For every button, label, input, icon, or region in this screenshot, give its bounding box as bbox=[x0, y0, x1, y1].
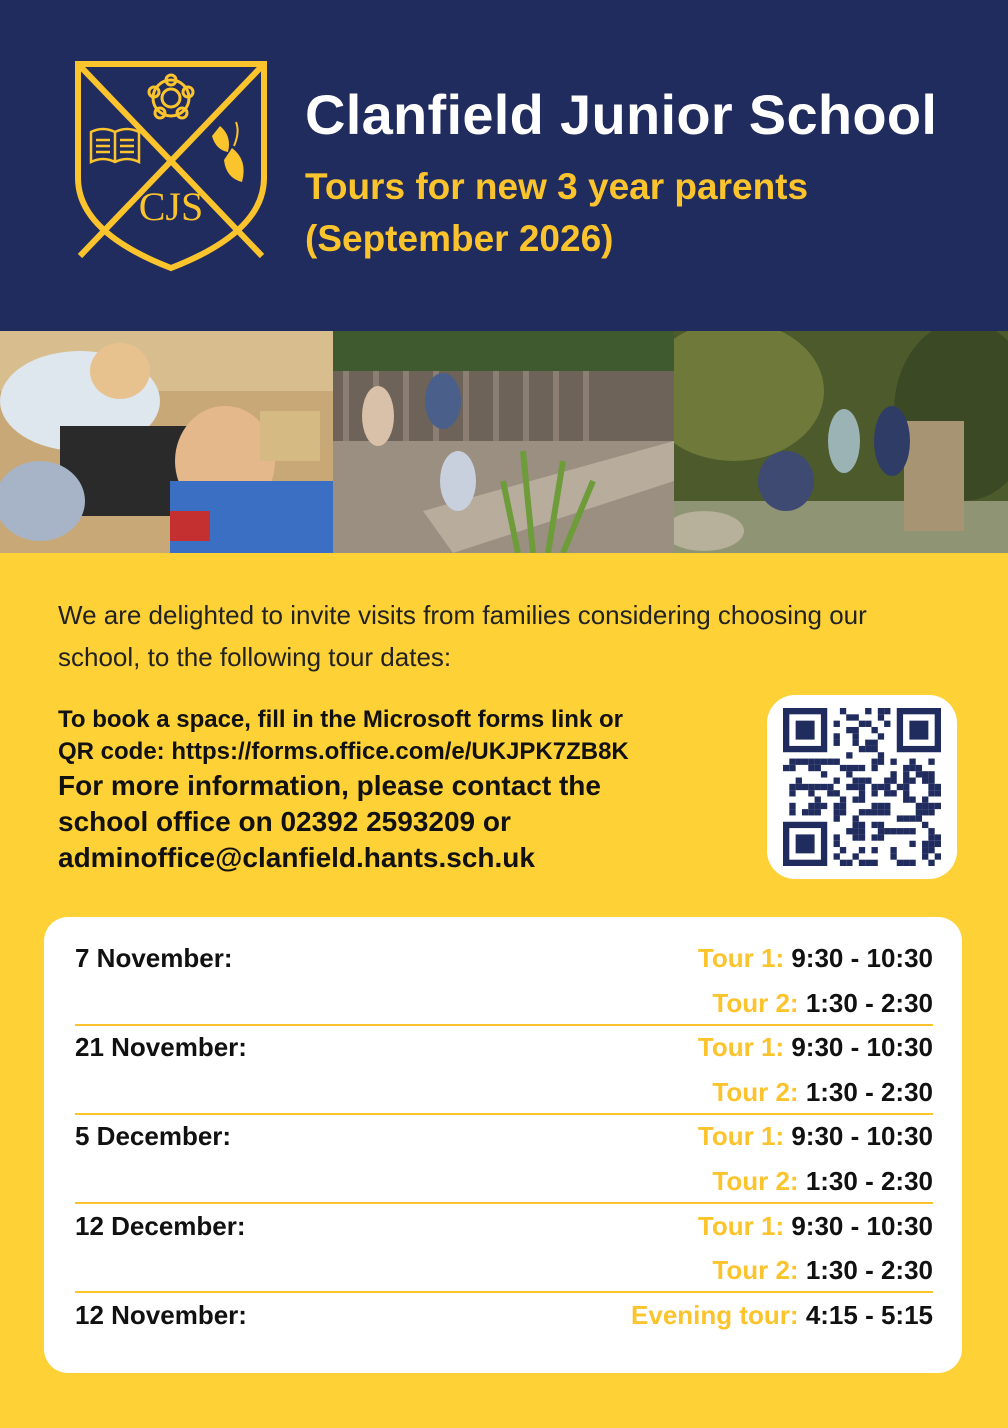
tour-row bbox=[75, 1294, 933, 1338]
qr-code-icon bbox=[783, 708, 941, 866]
tour-slot bbox=[712, 988, 933, 1019]
tour-row bbox=[75, 1160, 933, 1204]
tour-time: 1:30 - 2:30 bbox=[805, 1076, 933, 1107]
qr-code-card[interactable] bbox=[767, 695, 957, 879]
tour-row bbox=[75, 982, 933, 1026]
tour-label: Tour 2: bbox=[712, 1166, 799, 1196]
page-subtitle-line-1: Tours for new 3 year parents bbox=[305, 166, 809, 207]
tour-time: 1:30 - 2:30 bbox=[805, 987, 933, 1018]
header-banner bbox=[0, 0, 1008, 331]
tour-label: Tour 1: bbox=[697, 1032, 785, 1063]
school-crest-logo bbox=[74, 60, 268, 272]
tour-slot bbox=[698, 1211, 933, 1242]
booking-line-1: To book a space, fill in the Microsoft forms link or bbox=[58, 706, 623, 733]
tour-row bbox=[75, 1205, 933, 1249]
children-digging-photo bbox=[0, 331, 333, 553]
tour-label: Tour 2: bbox=[712, 1255, 799, 1286]
tour-time: 9:30 - 10:30 bbox=[791, 1121, 933, 1152]
garden-area-photo bbox=[674, 331, 1008, 553]
tour-row bbox=[75, 937, 933, 981]
tour-slot bbox=[712, 1166, 933, 1197]
contact-email[interactable]: adminoffice@clanfield.hants.sch.uk bbox=[58, 842, 535, 873]
tour-date: 21 November: bbox=[75, 1032, 247, 1063]
tour-row bbox=[75, 1249, 933, 1293]
tour-time: 1:30 - 2:30 bbox=[805, 1166, 933, 1196]
contact-phone: school office on 02392 2593209 or bbox=[58, 806, 511, 837]
tour-slot bbox=[712, 1255, 933, 1286]
tour-date: 12 November: bbox=[75, 1299, 247, 1330]
tour-slot bbox=[712, 1077, 933, 1108]
booking-info bbox=[58, 704, 758, 876]
contact-line-1: For more information, please contact the bbox=[58, 770, 601, 801]
tour-slot bbox=[698, 943, 933, 974]
tour-time: 9:30 - 10:30 bbox=[791, 1210, 933, 1241]
tour-row bbox=[75, 1026, 933, 1070]
tour-slot bbox=[698, 1032, 933, 1063]
crest-letters: CJS bbox=[138, 184, 204, 229]
tour-time: 9:30 - 10:30 bbox=[791, 943, 933, 973]
tour-label: Tour 1: bbox=[697, 943, 785, 973]
tour-label: Tour 1: bbox=[697, 1121, 785, 1152]
tour-slot bbox=[698, 1121, 933, 1152]
intro-paragraph: We are delighted to invite visits from families considering choosing our school, to the following tour dates: bbox=[58, 600, 867, 672]
tour-label: Evening tour: bbox=[631, 1299, 799, 1330]
tour-slot bbox=[631, 1300, 933, 1331]
tour-label: Tour 2: bbox=[712, 1076, 799, 1107]
tour-time: 4:15 - 5:15 bbox=[805, 1299, 933, 1330]
tour-time: 1:30 - 2:30 bbox=[805, 1255, 933, 1286]
tour-date: 7 November: bbox=[75, 943, 233, 973]
outdoor-decking-photo bbox=[333, 331, 674, 553]
tour-schedule-card bbox=[44, 917, 962, 1373]
tour-row bbox=[75, 1115, 933, 1159]
tour-row bbox=[75, 1071, 933, 1115]
booking-forms-link[interactable]: QR code: https://forms.office.com/e/UKJPK7ZB8K bbox=[58, 738, 629, 765]
page-title: Clanfield Junior School bbox=[305, 83, 938, 146]
tour-date: 5 December: bbox=[75, 1121, 232, 1152]
tour-label: Tour 2: bbox=[712, 987, 799, 1018]
tour-label: Tour 1: bbox=[697, 1210, 785, 1241]
page-subtitle-line-2: (September 2026) bbox=[305, 218, 614, 259]
photo-strip bbox=[0, 331, 1008, 553]
tour-date: 12 December: bbox=[75, 1210, 246, 1241]
tour-time: 9:30 - 10:30 bbox=[791, 1032, 933, 1063]
